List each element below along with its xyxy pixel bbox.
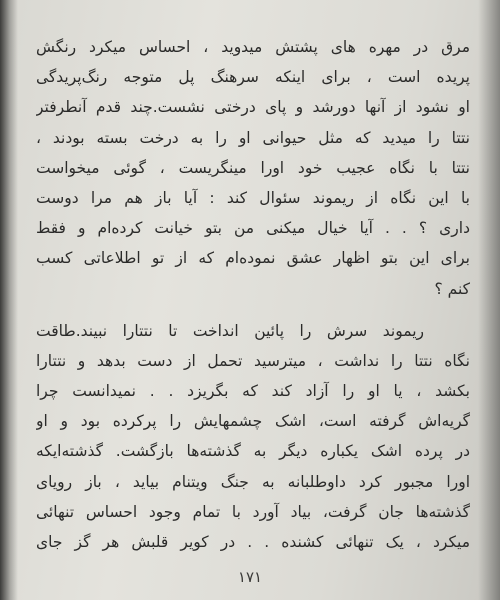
text-line: ریموند سرش را پائین انداخت تا نتتارا نبیند.طاقت	[36, 321, 424, 340]
paragraph-2	[36, 316, 470, 558]
text-line: میکرد ، یک تنهائی کشنده . . در کویر قلبش هر گز جای	[36, 533, 470, 551]
text-line: نگاه نتتا را نداشت ، میترسید تحمل از دست بدهد و نتتارا	[36, 351, 470, 370]
paragraph-1	[36, 32, 470, 304]
text-line: با این نگاه از ریموند سئوال کند : آیا باز هم مرا دوست	[36, 188, 470, 207]
text-line: نتتا را میدید که مثل حیوانی او را به درخت بسته بودند ،	[36, 128, 470, 147]
text-line: در پرده اشک یکباره دیگر به گذشته‌ها بازگشت. گذشته‌ایکه	[36, 442, 470, 461]
text-line: نتتا با نگاه عجیب خود اورا مینگریست ، گوئی میخواست	[36, 158, 470, 177]
text-line: برای این بتو اظهار عشق نموده‌ام که از تو اطلاعاتی کسب	[36, 249, 470, 268]
text-line: پریده است ، برای اینکه سرهنگ پل متوجه رنگ‌پریدگی	[36, 68, 470, 87]
page-edge-shadow	[478, 0, 500, 600]
body-text	[36, 32, 470, 557]
text-line: کنم ؟	[434, 279, 470, 298]
text-line: او نشود از آنها دورشد و پای درختی نشست.چند قدم آنطرفتر	[36, 98, 470, 117]
text-line: گریه‌اش گرفته است، اشک چشمهایش را پرکرده بود و او	[36, 412, 470, 431]
text-line: بکشد ، یا او را آزاد کند که بگریزد . . نمیدانست چرا	[36, 382, 470, 401]
text-line: داری ؟ . . آیا خیال میکنی من بتو خیانت کرده‌ام و فقط	[36, 219, 470, 238]
page-binding-shadow	[0, 0, 18, 600]
text-line: گذشته‌ها جان گرفت، بیاد آورد با تمام وجود احساس تنهائی	[36, 502, 470, 521]
page-number: ۱۷۱	[237, 568, 263, 586]
text-line: مرق در مهره های پشتش میدوید ، احساس میکرد رنگش	[36, 38, 470, 56]
paragraph-gap	[36, 304, 470, 316]
text-line: اورا مجبور کرد داوطلبانه به جنگ ویتنام بیاید ، باز رویای	[36, 472, 470, 491]
